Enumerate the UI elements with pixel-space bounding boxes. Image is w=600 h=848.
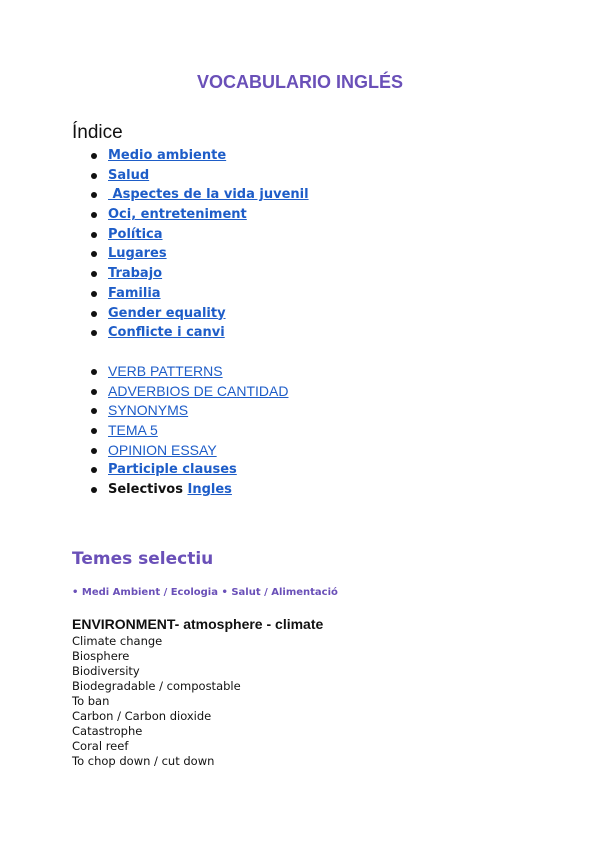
toc-link-tema-5[interactable]: TEMA 5 <box>108 422 158 439</box>
vocab-item: To ban <box>72 694 110 708</box>
toc-item-selectivos <box>90 480 288 500</box>
toc-link-medio-ambiente[interactable]: Medio ambiente <box>108 148 227 163</box>
toc-link-gender-equality[interactable]: Gender equality <box>108 305 226 321</box>
toc-item-verb-patterns <box>90 362 288 382</box>
section-subline: • Medi Ambient / Ecologia • Salut / Alimentació <box>72 587 338 598</box>
section-heading: Temes selectiu <box>72 549 214 569</box>
toc-link-ingles[interactable]: Ingles <box>187 482 232 498</box>
toc-link-trabajo[interactable]: Trabajo <box>108 266 163 282</box>
toc-link-participle-clauses[interactable]: Participle clauses <box>108 462 237 478</box>
vocab-item: Carbon / Carbon dioxide <box>72 709 212 723</box>
toc-item-oci <box>90 205 309 225</box>
vocab-list <box>72 634 241 769</box>
toc-item-lugares <box>90 244 309 264</box>
toc-item-gender-equality <box>90 304 309 324</box>
vocab-item: To chop down / cut down <box>72 754 215 768</box>
toc-item-adverbios <box>90 382 288 402</box>
toc-item-synonyms <box>90 401 288 421</box>
toc-item-medio-ambiente <box>90 146 309 166</box>
environment-heading: ENVIRONMENT- atmosphere - climate <box>72 616 324 632</box>
toc-item-salud <box>90 166 309 186</box>
page-title: VOCABULARIO INGLÉS <box>196 72 403 92</box>
toc-link-familia[interactable]: Familia <box>108 285 161 301</box>
vocab-item: Coral reef <box>72 739 129 753</box>
vocab-item: Catastrophe <box>72 724 143 738</box>
toc-item-conflicte <box>90 323 309 343</box>
toc-item-participle-clauses <box>90 460 288 480</box>
vocab-item: Biodiversity <box>72 664 140 678</box>
toc-list-topics <box>90 146 309 343</box>
toc-list-grammar <box>90 362 288 500</box>
toc-item-familia <box>90 284 309 304</box>
toc-link-verb-patterns[interactable]: VERB PATTERNS <box>108 363 223 379</box>
toc-link-lugares[interactable]: Lugares <box>108 246 167 262</box>
toc-link-salud[interactable]: Salud <box>108 167 150 183</box>
toc-item-trabajo <box>90 264 309 284</box>
toc-item-vida-juvenil <box>90 185 309 205</box>
toc-item-tema-5 <box>90 421 288 441</box>
toc-item-politica <box>90 225 309 245</box>
toc-link-politica[interactable]: Política <box>108 226 163 242</box>
toc-link-vida-juvenil[interactable]: Aspectes de la vida juvenil <box>108 187 309 203</box>
toc-link-adverbios[interactable]: ADVERBIOS DE CANTIDAD <box>108 382 289 399</box>
toc-link-synonyms[interactable]: SYNONYMS <box>108 402 189 419</box>
vocab-item: Biosphere <box>72 649 130 663</box>
toc-link-conflicte[interactable]: Conflicte i canvi <box>108 325 225 341</box>
toc-item-opinion-essay <box>90 441 288 461</box>
vocab-item: Climate change <box>72 634 163 648</box>
vocab-item: Biodegradable / compostable <box>72 679 241 693</box>
selectivos-label: Selectivos <box>108 482 188 498</box>
index-heading: Índice <box>72 122 123 143</box>
toc-link-opinion-essay[interactable]: OPINION ESSAY <box>108 441 217 458</box>
toc-link-oci[interactable]: Oci, entreteniment <box>108 207 247 223</box>
